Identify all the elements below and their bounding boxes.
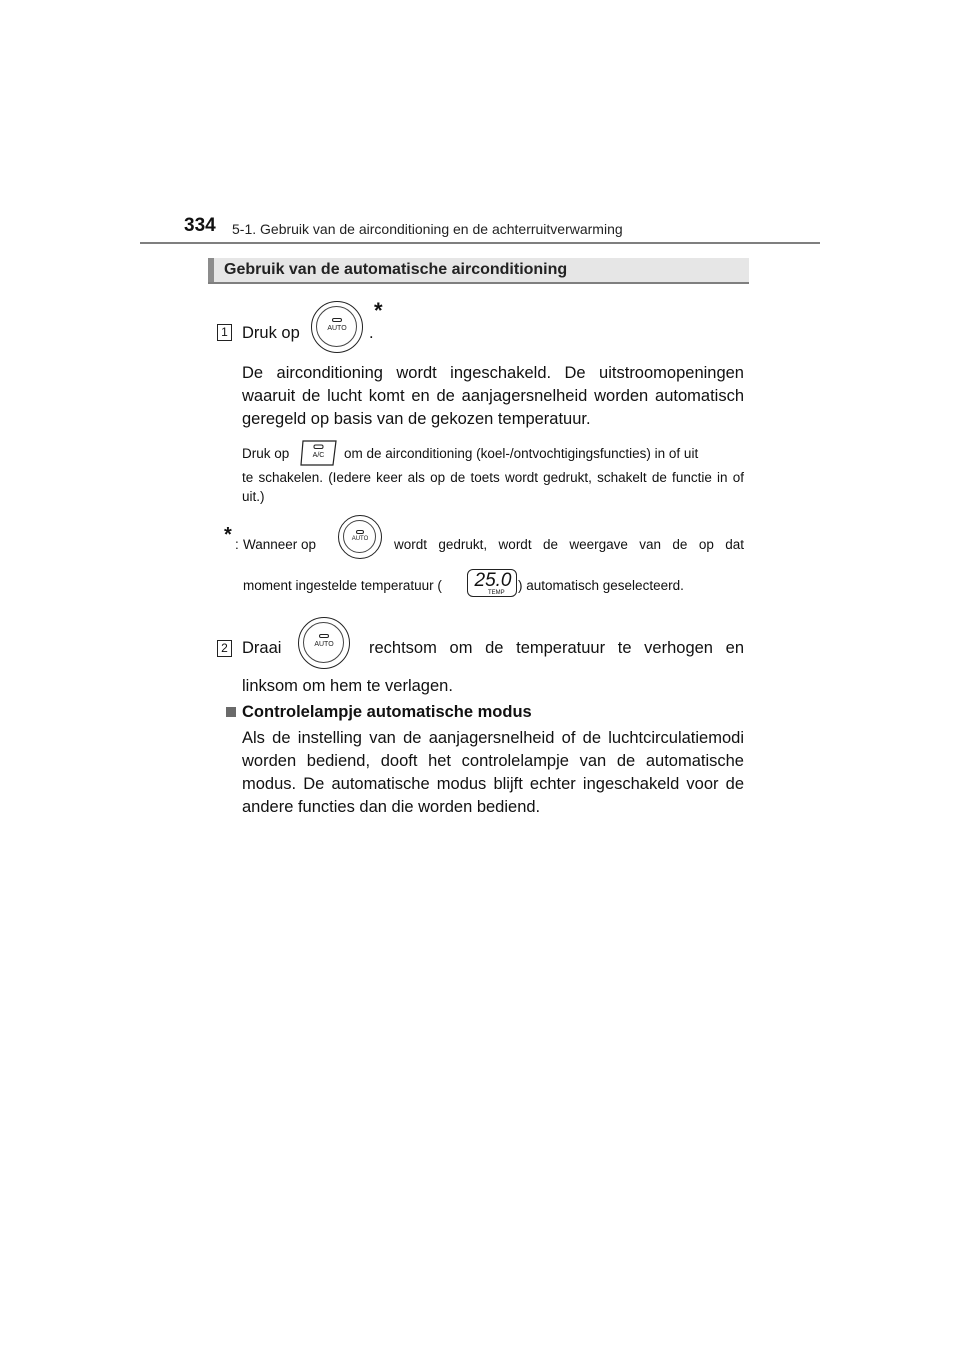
step2-continued: linksom om hem te verlagen.: [242, 677, 453, 695]
step2-suffix: rechtsom om de temperatuur te verhogen en: [369, 639, 744, 657]
page-number: 334: [184, 215, 216, 236]
step2-prefix: Draai: [242, 639, 282, 657]
footnote-line2-prefix: moment ingestelde temperatuur (: [243, 578, 442, 593]
running-head: 5-1. Gebruik van de airconditioning en de achterruitverwarming: [232, 221, 623, 237]
footnote-suffix: wordt gedrukt, wordt de weergave van de op dat: [394, 537, 744, 552]
step1-description: De airconditioning wordt ingeschakeld. De uitstroomopeningen waaruit de lucht komt en de aanjagersnelheid worden automatisch geregeld op basis van de gekozen temperatuur.: [242, 364, 744, 428]
auto-knob-label: AUTO: [327, 325, 347, 332]
step-number-1: 1: [217, 324, 232, 341]
bullet-square-icon: [226, 707, 236, 717]
footnote-colon: :: [235, 537, 239, 552]
auto-knob-icon: [311, 301, 363, 353]
header-rule: [140, 242, 820, 244]
footnote-marker: *: [224, 524, 232, 546]
info-text: Als de instelling van de aanjagersnelheid of de luchtcirculatiemodi worden bediend, dooft het controlelampje van de automatische modus. De automatische modus blijft echter ingeschakeld voor de andere functies dan die worden bediend.: [242, 729, 744, 816]
temperature-value: 25.0: [474, 570, 512, 591]
ac-note-continued: te schakelen. (Iedere keer als op de toets wordt gedrukt, schakelt de functie in of uit.): [242, 470, 744, 504]
ac-note-prefix: Druk op: [242, 446, 290, 461]
section-title: Gebruik van de automatische airconditioning: [224, 261, 568, 278]
step-number-2: 2: [217, 640, 232, 657]
info-heading: Controlelampje automatische modus: [242, 703, 532, 721]
footnote-asterisk: *: [374, 298, 383, 323]
step1-press-suffix: .: [369, 324, 374, 342]
auto-knob-icon: [298, 617, 350, 669]
auto-knob-icon: [338, 515, 382, 559]
auto-knob-label: AUTO: [314, 641, 334, 648]
temperature-display-icon: [467, 569, 517, 597]
auto-knob-label: AUTO: [351, 536, 369, 542]
section-accent: [208, 258, 214, 282]
footnote-line2-suffix: ) automatisch geselecteerd.: [518, 578, 684, 593]
temperature-label: TEMP: [488, 590, 505, 596]
ac-note-suffix: om de airconditioning (koel-/ontvochtigingsfuncties) in of uit: [344, 446, 699, 461]
step1-press-prefix: Druk op: [242, 324, 300, 342]
footnote-prefix: Wanneer op: [243, 537, 317, 552]
section-heading-bar: [208, 258, 749, 284]
ac-button-label: A/C: [312, 452, 325, 459]
ac-button-icon: [300, 440, 337, 466]
